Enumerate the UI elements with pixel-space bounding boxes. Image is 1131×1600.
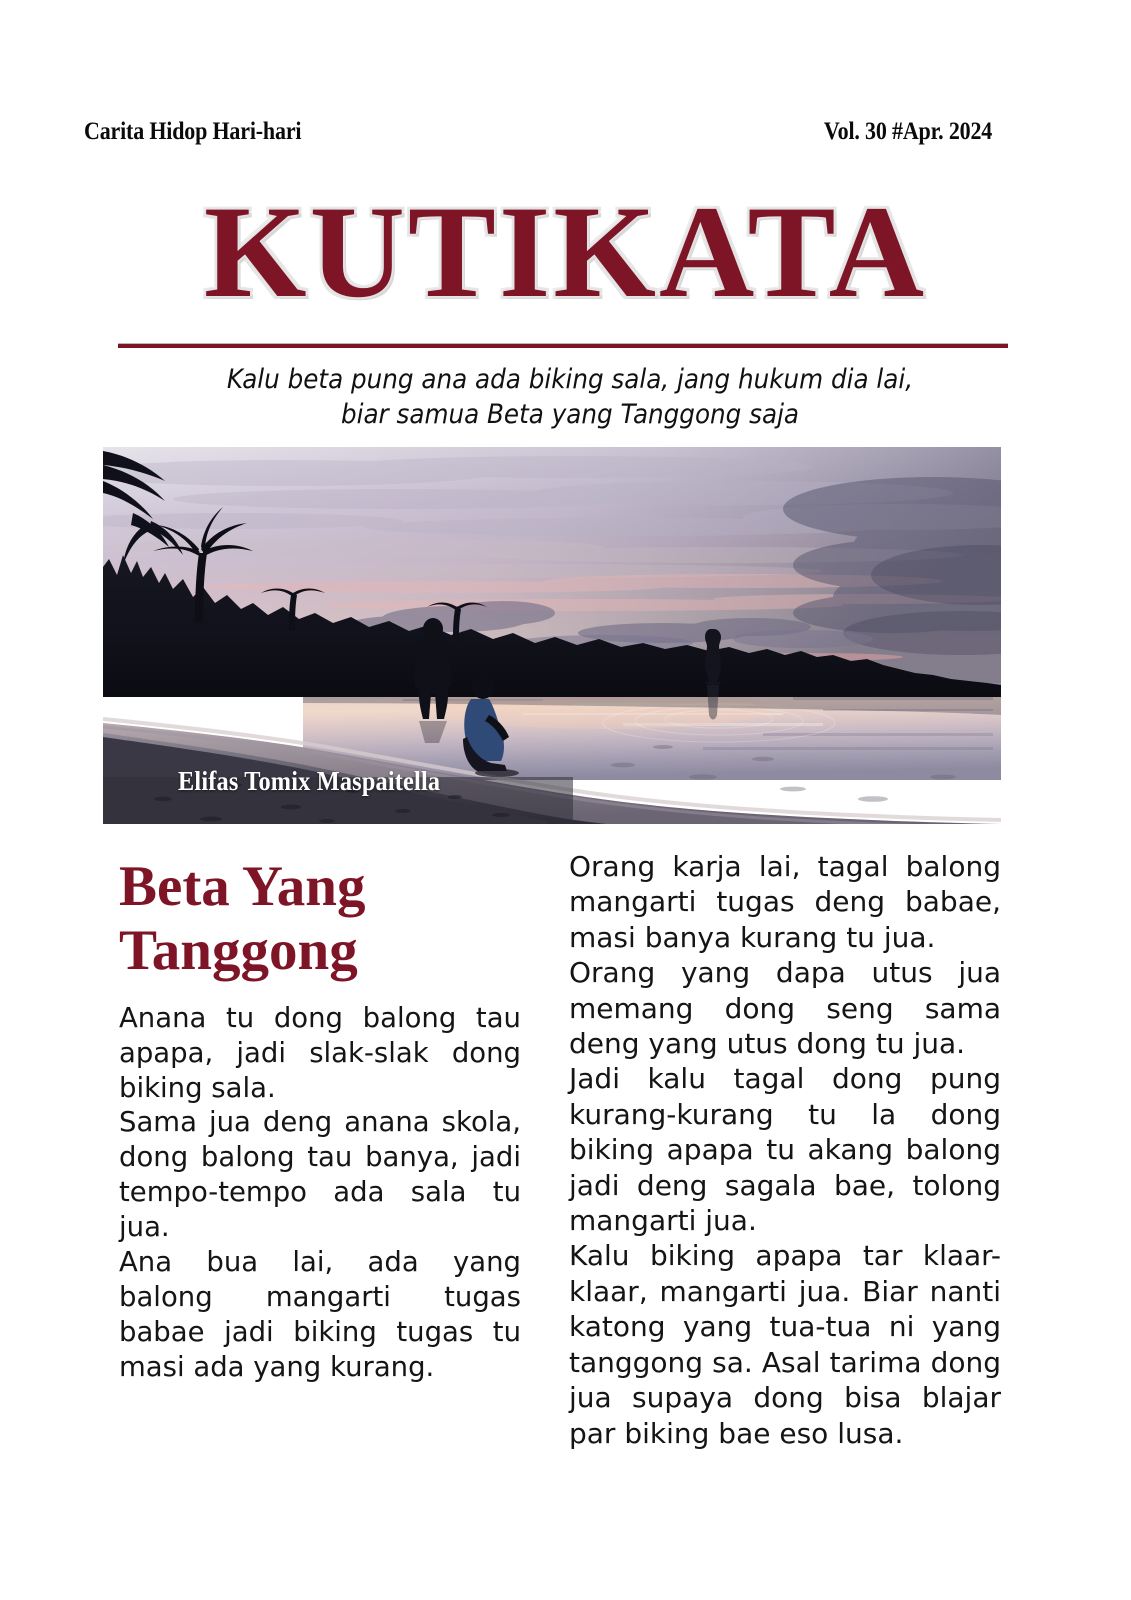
masthead-tagline — [179, 362, 960, 432]
publication-section-label: Carita Hidop Hari-hari — [84, 118, 302, 145]
masthead-title-wrap — [0, 178, 1131, 325]
tagline-line-1: Kalu beta pung ana ada biking sala, jang hukum dia lai, — [226, 364, 914, 395]
issue-label: Vol. 30 #Apr. 2024 — [823, 118, 992, 145]
paragraph: Jadi kalu tagal dong pung kurang-kurang tu la dong biking apapa tu akang balong jadi deng sagala bae, tolong mangarti jua. — [569, 1062, 1001, 1238]
paragraph: Anana tu dong balong tau apapa, jadi slak-slak dong biking sala. — [119, 1001, 521, 1104]
masthead-header-row — [84, 118, 992, 146]
article-column-right — [569, 849, 1001, 1451]
photo-credit: Elifas Tomix Maspaitella — [178, 766, 441, 796]
article-headline: Beta Yang Tanggong — [119, 855, 366, 982]
publication-title: KUTIKATA — [203, 178, 928, 325]
paragraph: Ana bua lai, ada yang balong mangarti tugas babae jadi biking tugas tu masi ada yang kurang. — [119, 1246, 521, 1383]
paragraph: Sama jua deng anana skola, dong balong tau banya, jadi tempo-tempo ada sala tu jua. — [119, 1106, 521, 1244]
feature-photo — [103, 447, 1001, 824]
paragraph: Orang yang dapa utus jua memang dong seng sama deng yang utus dong tu jua. — [569, 956, 1001, 1061]
article-body-left — [119, 1001, 521, 1385]
article-column-left — [119, 855, 521, 1385]
tagline-line-2: biar samua Beta yang Tanggong saja — [340, 399, 800, 431]
article-body-right — [569, 849, 1001, 1451]
paragraph: Kalu biking apapa tar klaar-klaar, mangarti jua. Biar nanti katong yang tua-tua ni yang tanggong sa. Asal tarima dong jua supaya dong bisa blajar par biking bae eso lusa. — [569, 1239, 1001, 1450]
masthead-divider-rule — [118, 343, 1008, 348]
paragraph: Orang karja lai, tagal balong mangarti tugas deng babae, masi banya kurang tu jua. — [569, 850, 1001, 954]
